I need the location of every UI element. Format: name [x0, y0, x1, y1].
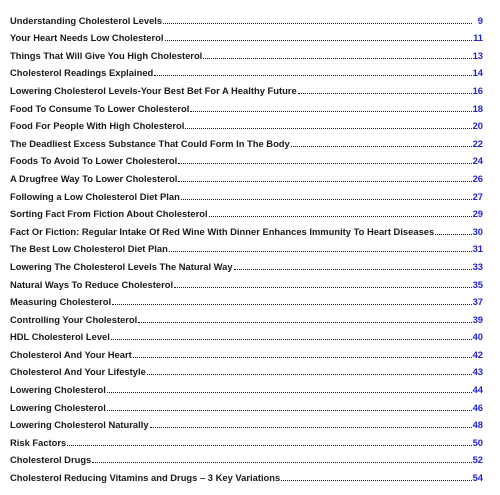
toc-page-number[interactable]: 11: [473, 32, 483, 44]
toc-entry[interactable]: [10, 133, 483, 151]
dot-leader: [291, 146, 472, 147]
toc-entry[interactable]: [10, 256, 483, 274]
toc-entry-title: The Deadliest Excess Substance That Could Form In The Body: [10, 137, 290, 149]
toc-entry-title: Risk Factors: [10, 436, 67, 448]
toc-entry-title: Lowering Cholesterol: [10, 384, 106, 396]
toc-page-number[interactable]: 26: [472, 172, 483, 184]
toc-page-number[interactable]: 31: [472, 243, 483, 255]
toc-entry-title: The Best Low Cholesterol Diet Plan: [10, 243, 168, 255]
toc-page-number[interactable]: 20: [472, 120, 483, 132]
toc-entry-title: Measuring Cholesterol: [10, 296, 112, 308]
toc-entry[interactable]: [10, 221, 483, 239]
table-of-contents: [10, 10, 483, 485]
toc-entry[interactable]: [10, 415, 483, 433]
toc-page-number[interactable]: 42: [472, 348, 483, 360]
toc-page-number[interactable]: 16: [472, 84, 483, 96]
toc-entry[interactable]: [10, 344, 483, 362]
toc-page-number[interactable]: 30: [472, 225, 483, 237]
toc-entry[interactable]: [10, 186, 483, 204]
dot-leader: [150, 427, 472, 428]
dot-leader: [133, 357, 472, 358]
toc-page-number[interactable]: 46: [472, 401, 483, 413]
toc-entry[interactable]: [10, 28, 483, 46]
toc-page-number[interactable]: 37: [472, 296, 483, 308]
toc-entry-title: Food For People With High Cholesterol: [10, 120, 185, 132]
dot-leader: [209, 216, 472, 217]
toc-page-number[interactable]: 35: [472, 278, 483, 290]
toc-page-number[interactable]: 24: [472, 155, 483, 167]
dot-leader: [190, 111, 471, 112]
toc-page-number[interactable]: 13: [472, 49, 483, 61]
toc-page-number[interactable]: 43: [472, 366, 483, 378]
toc-entry[interactable]: [10, 450, 483, 468]
dot-leader: [112, 304, 472, 305]
toc-entry[interactable]: [10, 327, 483, 345]
dot-leader: [178, 181, 471, 182]
toc-entry[interactable]: [10, 204, 483, 222]
dot-leader: [203, 58, 471, 59]
toc-page-number[interactable]: 40: [472, 331, 483, 343]
toc-entry[interactable]: [10, 239, 483, 257]
toc-page-number[interactable]: 39: [472, 313, 483, 325]
toc-entry[interactable]: [10, 116, 483, 134]
toc-entry[interactable]: [10, 362, 483, 380]
toc-entry-title: Understanding Cholesterol Levels: [10, 14, 163, 26]
toc-page-number[interactable]: 29: [472, 208, 483, 220]
toc-entry[interactable]: [10, 397, 483, 415]
toc-entry-title: Your Heart Needs Low Cholesterol: [10, 32, 164, 44]
dot-leader: [165, 40, 472, 41]
toc-entry-title: Lowering Cholesterol: [10, 401, 106, 413]
toc-entry-title: Cholesterol Drugs: [10, 454, 92, 466]
toc-entry[interactable]: [10, 467, 483, 485]
dot-leader: [154, 75, 471, 76]
dot-leader: [181, 199, 472, 200]
dot-leader: [138, 322, 471, 323]
dot-leader: [163, 23, 472, 24]
dot-leader: [281, 480, 471, 481]
toc-entry[interactable]: [10, 432, 483, 450]
toc-entry-title: Lowering Cholesterol Levels-Your Best Bet For A Healthy Future: [10, 84, 297, 96]
dot-leader: [147, 374, 472, 375]
toc-entry-title: A Drugfree Way To Lower Cholesterol: [10, 172, 178, 184]
toc-entry[interactable]: [10, 10, 483, 28]
toc-entry[interactable]: [10, 168, 483, 186]
toc-entry-title: Cholesterol And Your Lifestyle: [10, 366, 146, 378]
dot-leader: [107, 392, 472, 393]
dot-leader: [174, 287, 472, 288]
toc-page-number[interactable]: 9: [477, 14, 483, 26]
toc-page-number[interactable]: 22: [472, 137, 483, 149]
toc-entry[interactable]: [10, 98, 483, 116]
toc-entry-title: Following a Low Cholesterol Diet Plan: [10, 190, 180, 202]
toc-entry-title: Cholesterol And Your Heart: [10, 348, 132, 360]
toc-entry-title: Foods To Avoid To Lower Cholesterol: [10, 155, 178, 167]
toc-page-number[interactable]: 14: [472, 67, 483, 79]
toc-entry-title: Natural Ways To Reduce Cholesterol: [10, 278, 174, 290]
toc-entry-title: Things That Will Give You High Cholesterol: [10, 49, 203, 61]
toc-entry-title: Controlling Your Cholesterol: [10, 313, 138, 325]
dot-leader: [234, 269, 472, 270]
dot-leader: [169, 251, 472, 252]
toc-page-number[interactable]: 52: [472, 454, 483, 466]
toc-entry-title: Sorting Fact From Fiction About Cholesterol: [10, 208, 208, 220]
dot-leader: [111, 339, 472, 340]
dot-leader: [298, 93, 472, 94]
toc-page-number[interactable]: 33: [472, 260, 483, 272]
toc-page-number[interactable]: 54: [472, 472, 483, 484]
toc-entry-title: Cholesterol Reducing Vitamins and Drugs – 3 Key Variations: [10, 472, 281, 484]
dot-leader: [67, 445, 471, 446]
dot-leader: [185, 128, 471, 129]
toc-entry[interactable]: [10, 292, 483, 310]
toc-entry[interactable]: [10, 151, 483, 169]
toc-entry-title: Lowering Cholesterol Naturally: [10, 419, 149, 431]
toc-entry-title: Fact Or Fiction: Regular Intake Of Red Wine With Dinner Enhances Immunity To Heart Diseases: [10, 225, 435, 237]
toc-page-number[interactable]: 27: [472, 190, 483, 202]
toc-entry[interactable]: [10, 63, 483, 81]
toc-entry[interactable]: [10, 45, 483, 63]
toc-entry[interactable]: [10, 309, 483, 327]
dot-leader: [107, 410, 472, 411]
toc-page-number[interactable]: 50: [472, 436, 483, 448]
toc-page-number[interactable]: 48: [472, 419, 483, 431]
toc-entry[interactable]: [10, 274, 483, 292]
toc-entry[interactable]: [10, 80, 483, 98]
toc-entry-title: HDL Cholesterol Level: [10, 331, 110, 343]
dot-leader: [178, 163, 471, 164]
toc-entry[interactable]: [10, 379, 483, 397]
dot-leader: [435, 234, 471, 235]
toc-entry-title: Cholesterol Readings Explained: [10, 67, 154, 79]
toc-entry-title: Food To Consume To Lower Cholesterol: [10, 102, 190, 114]
dot-leader: [92, 462, 471, 463]
toc-entry-title: Lowering The Cholesterol Levels The Natural Way: [10, 260, 233, 272]
toc-page-number[interactable]: 18: [472, 102, 483, 114]
toc-page-number[interactable]: 44: [472, 384, 483, 396]
